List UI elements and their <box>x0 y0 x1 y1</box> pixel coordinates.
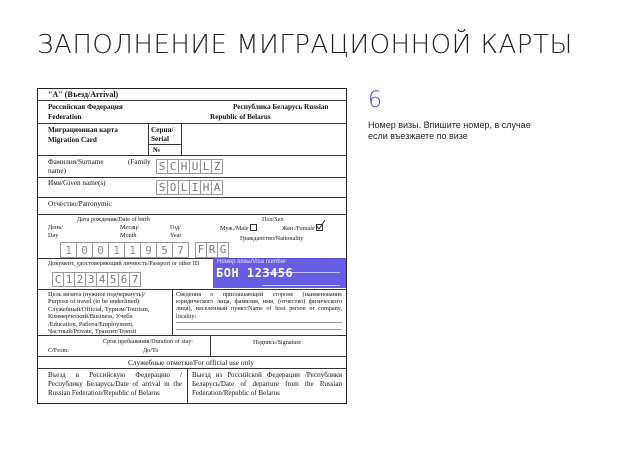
exit-label: Выезд из Российской Федерации /Республики Беларусь/Date of departure from the Russian Federation/Republic of Belarus <box>192 371 342 397</box>
nationality-label: Гражданство/Nationality <box>240 235 304 242</box>
digit-cell[interactable]: 0 <box>92 242 109 258</box>
divider <box>37 197 347 198</box>
letter-cell[interactable]: R <box>206 242 218 258</box>
letter-cell[interactable]: C <box>167 159 179 174</box>
purpose-line: Служебный/Official, Туризм/Tourism, <box>48 305 150 313</box>
surname-label: Фамилия/Surname <box>48 158 104 166</box>
rb-label: Республика Беларусь Russian <box>233 103 329 111</box>
given-name-label: Имя/Given name(s) <box>48 179 106 187</box>
letter-cell[interactable]: F <box>195 242 207 258</box>
letter-cell[interactable]: Z <box>211 159 223 174</box>
char-cell[interactable]: 2 <box>74 272 86 287</box>
purpose-line: Частный/Private, Транзит/Transit <box>48 328 137 336</box>
letter-cell[interactable]: L <box>178 180 190 195</box>
divider <box>37 100 347 101</box>
divider <box>181 123 182 155</box>
passport-cells <box>52 272 140 287</box>
purpose-line: Цель визита (нужное подчеркнуть)/ <box>48 291 146 298</box>
male-checkbox[interactable] <box>250 224 257 231</box>
divider <box>37 177 347 178</box>
purpose-line: /Education, Работа/Employment, <box>48 320 134 328</box>
char-cell[interactable]: 3 <box>85 272 97 287</box>
number-sign: № <box>153 146 161 154</box>
passport-label: Документ, удостоверяющий личность/Passport or other ID <box>48 260 200 267</box>
official-label: Служебные отметки/For official use only <box>128 358 254 367</box>
digit-cell[interactable]: 5 <box>156 242 173 258</box>
divider <box>37 155 347 156</box>
rf-label-en: Federation <box>48 113 82 121</box>
divider <box>172 289 173 335</box>
digit-cell[interactable]: 9 <box>140 242 157 258</box>
surname-cells <box>156 159 222 174</box>
digit-cell[interactable]: 1 <box>60 242 77 258</box>
check-mark-icon <box>314 219 326 231</box>
letter-cell[interactable]: I <box>189 180 201 195</box>
divider <box>37 214 347 215</box>
visa-label: Номер визы/Visa number <box>217 259 286 265</box>
year-label-en: Year <box>170 232 182 239</box>
letter-cell[interactable]: S <box>156 159 168 174</box>
from-label: С/From: <box>48 347 69 354</box>
female-label: Жен./Female <box>282 225 315 232</box>
arrival-title: "A" (Въезд/Arrival) <box>48 90 119 99</box>
page-title: ЗАПОЛНЕНИЕ МИГРАЦИОННОЙ КАРТЫ <box>37 30 573 60</box>
year-label: Год/ <box>170 224 181 231</box>
char-cell[interactable]: C <box>52 272 64 287</box>
purpose-block <box>48 291 149 335</box>
nationality-cells <box>195 242 228 258</box>
surname-label-2: name) <box>48 167 66 175</box>
host-label: Сведения о приглашающей стороне (наименование юридического лица, фамилия, имя, (отчество) физического лица), населенный пункт/Name of host person or company, locality: <box>176 291 342 320</box>
male-label: Муж./Male <box>220 225 249 232</box>
divider <box>37 356 347 357</box>
card-label-en: Migration Card <box>48 136 97 144</box>
letter-cell[interactable]: G <box>217 242 229 258</box>
char-cell[interactable]: 6 <box>118 272 130 287</box>
letter-cell[interactable]: H <box>178 159 190 174</box>
divider <box>187 368 188 404</box>
divider <box>148 123 149 155</box>
char-cell[interactable]: 1 <box>63 272 75 287</box>
letter-cell[interactable]: U <box>189 159 201 174</box>
series-label-en: Serial <box>151 135 169 143</box>
letter-cell[interactable]: A <box>211 180 223 195</box>
digit-cell[interactable]: 1 <box>108 242 125 258</box>
char-cell[interactable]: 7 <box>129 272 141 287</box>
char-cell[interactable]: 4 <box>96 272 108 287</box>
given-name-cells <box>156 180 222 195</box>
entry-label: Въезд в Российскую Федерацию /Республику Беларусь/Date of arrival in the Russian Federation/Republic of Belarus <box>48 371 182 397</box>
month-label: Месяц/ <box>120 224 139 231</box>
dob-cells <box>60 242 188 258</box>
step-number: 6 <box>368 88 382 113</box>
divider <box>37 335 347 336</box>
surname-label-b: (Family <box>128 158 151 166</box>
dob-label: Дата рождения/Date of birth <box>77 216 150 223</box>
rb-label-en: Republic of Belarus <box>210 113 271 121</box>
day-label-en: Day <box>48 232 59 239</box>
digit-cell[interactable]: 1 <box>124 242 141 258</box>
letter-cell[interactable]: H <box>200 180 212 195</box>
host-line[interactable] <box>176 322 342 323</box>
to-label: До/To <box>143 347 159 354</box>
visa-number[interactable]: БОН 123456 <box>216 266 294 280</box>
divider <box>37 289 347 290</box>
stay-label: Срок пребывания/Duration of stay: <box>103 338 194 345</box>
digit-cell[interactable]: 0 <box>76 242 93 258</box>
month-label-en: Month <box>120 232 137 239</box>
letter-cell[interactable]: O <box>167 180 179 195</box>
char-cell[interactable]: 5 <box>107 272 119 287</box>
patronymic-label: Отчество/Patronymic <box>48 200 112 208</box>
rf-label: Российская Федерация <box>48 103 123 111</box>
step-description: Номер визы. Впишите номер, в случае если въезжаете по визе <box>368 120 531 141</box>
divider <box>210 335 211 356</box>
digit-cell[interactable]: 7 <box>172 242 189 258</box>
day-label: День/ <box>48 224 63 231</box>
divider <box>148 144 181 145</box>
card-label: Миграционная карта <box>48 126 118 134</box>
purpose-line: Purpose of travel (to be underlined): <box>48 298 141 306</box>
signature-label: Подпись/Signature <box>253 339 302 346</box>
divider <box>37 123 347 124</box>
purpose-line: Коммерческий/Business, Учеба <box>48 313 133 321</box>
divider <box>37 368 347 369</box>
sex-label: Пол/Sex <box>262 216 284 223</box>
letter-cell[interactable]: L <box>200 159 212 174</box>
host-line[interactable] <box>176 329 342 330</box>
series-label: Серия/ <box>151 126 174 134</box>
letter-cell[interactable]: S <box>156 180 168 195</box>
